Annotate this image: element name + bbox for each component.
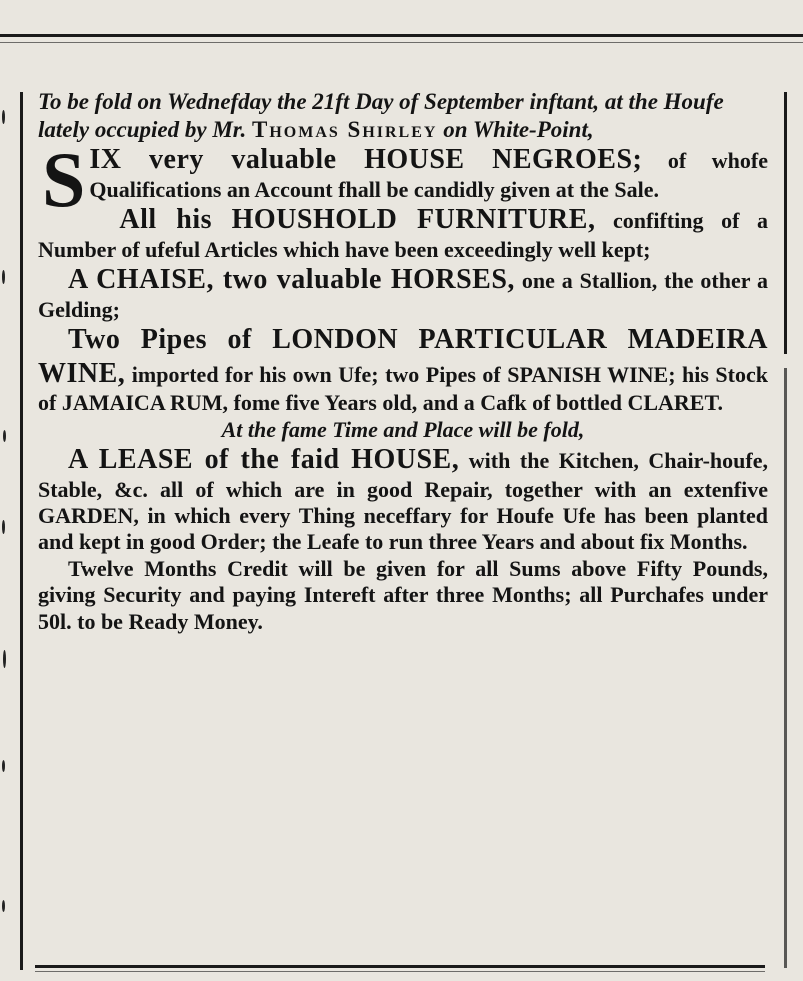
paragraph-text: confifting of a Number of ufeful Articles which have been exceedingly well kept;: [38, 208, 768, 262]
top-rule-thin: [0, 42, 803, 43]
paragraph-wine: [38, 323, 768, 417]
margin-mark: [3, 650, 6, 668]
paragraph-credit: Twelve Months Credit will be given for all Sums above Fifty Pounds, giving Security and paying Intereft after three Months; all Purchafes under 50l. to be Ready Money.: [38, 555, 768, 634]
margin-mark: [2, 760, 5, 772]
bottom-rule: [35, 965, 765, 968]
paragraph-lead: IX very valuable HOUSE NEGROES;: [89, 144, 643, 176]
paragraph-lead: All his HOUSHOLD FURNITURE,: [119, 204, 596, 236]
margin-mark: [3, 430, 6, 442]
paragraph-lead: A CHAISE, two valuable HORSES,: [68, 264, 515, 296]
paragraph-lead: A LEASE of the faid HOUSE,: [68, 444, 460, 476]
margin-mark: [2, 520, 5, 534]
margin-mark: [2, 900, 5, 912]
intro-location: on White-Point,: [437, 116, 594, 142]
paragraph-text: with the Kitchen, Chair-houfe, Stable, &c. all of which are in good Repair, together with an extenfive GARDEN, in which every Thing neceffary for Houfe Ufe has been planted and kept in good Order; the Leafe to run three Years and about fix Months.: [38, 448, 768, 555]
intro-name: Thomas Shirley: [252, 116, 438, 142]
margin-mark: [2, 110, 5, 124]
right-column-rule: [784, 92, 787, 354]
left-column-rule: [20, 92, 23, 970]
paragraph-same-time: At the fame Time and Place will be fold,: [221, 416, 585, 442]
right-column-rule-lower: [784, 368, 787, 968]
top-rule: [0, 34, 803, 37]
paragraph-lead: Two Pipes of LONDON PARTICULAR MADEIRA WINE,: [38, 324, 768, 389]
advertisement: [38, 88, 768, 635]
margin-mark: [2, 270, 5, 284]
advertisement-intro: [38, 88, 768, 143]
intro-text: To be fold on Wednefday the 21ft Day of September inftant, at the Houfe lately occupied by Mr.: [38, 89, 724, 142]
paragraph-chaise: [38, 263, 768, 323]
paragraph-lease: [38, 443, 768, 556]
paragraph-text: one a Stallion, the other a Gelding;: [38, 268, 769, 322]
bottom-rule-thin: [35, 971, 765, 972]
paragraph-text: imported for his own Ufe; two Pipes of SPANISH WINE; his Stock of JAMAICA RUM, fome five Years old, and a Cafk of bottled CLARET.: [38, 361, 768, 416]
paragraph-furniture: [38, 203, 768, 263]
drop-cap: S: [42, 136, 86, 224]
paragraph-text: of whofe Qualifications an Account fhall be candidly given at the Sale.: [89, 148, 768, 202]
